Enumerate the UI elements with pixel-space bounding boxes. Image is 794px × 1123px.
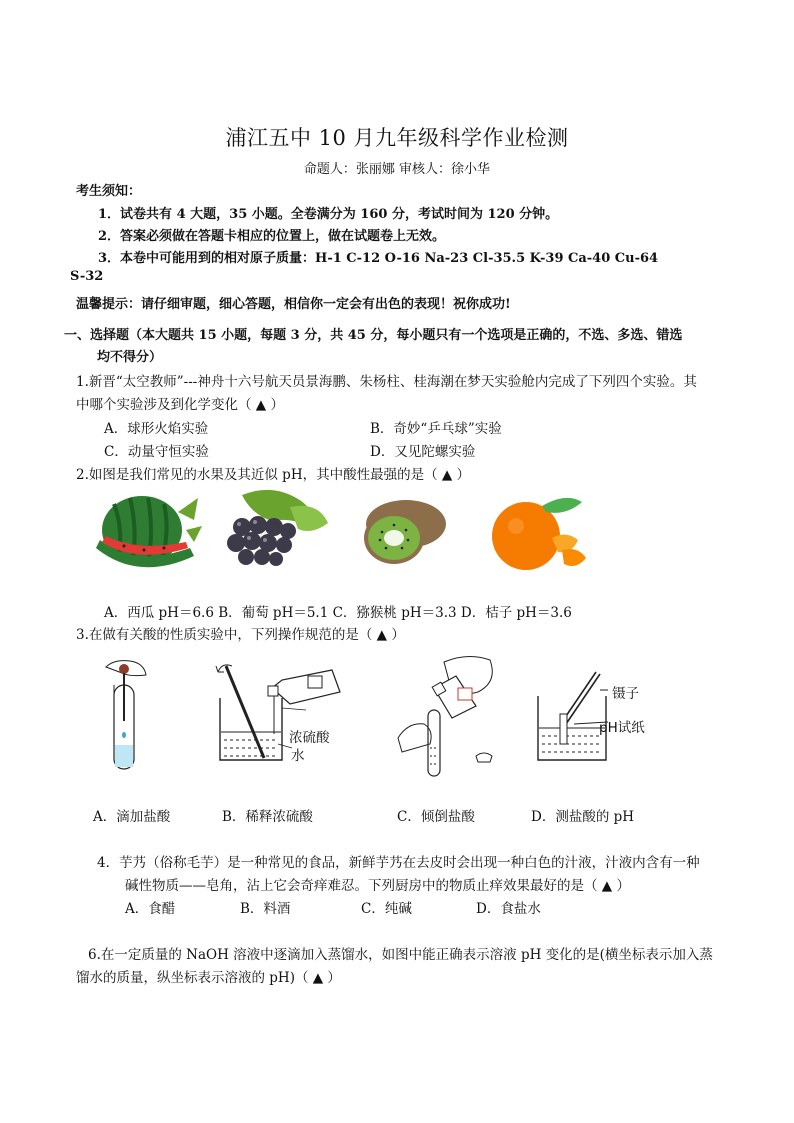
- orange-image: [486, 492, 596, 574]
- question-4-option-d: D．食盐水: [476, 901, 541, 917]
- authors-line: 命题人：张丽娜 审核人：徐小华: [303, 162, 491, 177]
- notice-tip: 温馨提示：请仔细审题，细心答题，相信你一定会有出色的表现！祝你成功!: [76, 297, 511, 312]
- question-3-option-b: B．稀释浓硫酸: [222, 809, 313, 825]
- question-4-option-b: B．料酒: [240, 901, 291, 917]
- label-water: 水: [291, 748, 305, 764]
- question-2-options: A．西瓜 pH＝6.6 B．葡萄 pH＝5.1 C．猕猴桃 pH＝3.3 D．桔子 pH＝3.6: [104, 605, 572, 621]
- page-title: 浦江五中 10 月九年级科学作业检测: [225, 126, 569, 150]
- notice-item-3-wrap: S-32: [70, 269, 104, 284]
- label-ph-paper: pH试纸: [599, 720, 645, 736]
- section-heading: 一、选择题（本大题共 15 小题，每题 3 分，共 45 分，每小题只有一个选项是正确的，不选、多选、错选: [64, 328, 683, 343]
- label-concentrated-acid: 浓硫酸: [289, 730, 330, 746]
- question-6-stem: 6.在一定质量的 NaOH 溶液中逐滴加入蒸馏水，如图中能正确表示溶液 pH 变化的是(横坐标表示加入蒸: [88, 947, 713, 963]
- notice-item-1: 1．试卷共有 4 大题，35 小题。全卷满分为 160 分，考试时间为 120 分钟。: [98, 207, 559, 222]
- section-heading-wrap: 均不得分）: [97, 350, 163, 365]
- notice-item-3: 3．本卷中可能用到的相对原子质量：H-1 C-12 O-16 Na-23 Cl-35.5 K-39 Ca-40 Cu-64: [98, 251, 659, 266]
- question-4-stem-wrap: 碱性物质——皂角，沾上它会奇痒难忍。下列厨房中的物质止痒效果最好的是（ ▲ ）: [125, 878, 630, 894]
- question-3-option-d: D．测盐酸的 pH: [531, 809, 635, 825]
- question-4-stem: 4．芋艿（俗称毛芋）是一种常见的食品，新鲜芋艿在去皮时会出现一种白色的汁液，汁液内含有一种: [97, 855, 700, 871]
- grapes-image: [212, 487, 332, 573]
- question-3-option-a: A．滴加盐酸: [93, 809, 171, 825]
- question-1-option-b: B．奇妙“乒乓球”实验: [370, 421, 502, 437]
- question-2-stem: 2.如图是我们常见的水果及其近似 pH，其中酸性最强的是（ ▲ ）: [76, 467, 471, 483]
- question-1-option-a: A．球形火焰实验: [104, 421, 209, 437]
- notice-heading: 考生须知：: [76, 184, 142, 199]
- question-1-option-c: C．动量守恒实验: [104, 444, 209, 460]
- kiwi-image: [350, 494, 454, 568]
- question-3-stem: 3.在做有关酸的性质实验中，下列操作规范的是（ ▲ ）: [76, 627, 405, 643]
- pour-acid-diagram: [394, 652, 504, 780]
- dilute-acid-diagram: [212, 658, 352, 768]
- watermelon-image: [94, 490, 204, 572]
- question-3-option-c: C．倾倒盐酸: [397, 809, 475, 825]
- dropping-acid-diagram: [100, 655, 160, 775]
- question-4-option-a: A．食醋: [125, 901, 176, 917]
- question-1-option-d: D．又见陀螺实验: [370, 444, 476, 460]
- question-1-stem: 1.新晋“太空教师”---神舟十六号航天员景海鹏、朱杨柱、桂海潮在梦天实验舱内完成了下列四个实验。其: [76, 374, 697, 390]
- question-1-stem-wrap: 中哪个实验涉及到化学变化（ ▲ ）: [76, 397, 284, 413]
- label-tweezers: 镊子: [612, 686, 639, 702]
- question-4-option-c: C．纯碱: [361, 901, 412, 917]
- question-6-stem-wrap: 馏水的质量，纵坐标表示溶液的 pH)（ ▲ ）: [76, 970, 341, 986]
- notice-item-2: 2．答案必须做在答题卡相应的位置上，做在试题卷上无效。: [98, 229, 446, 244]
